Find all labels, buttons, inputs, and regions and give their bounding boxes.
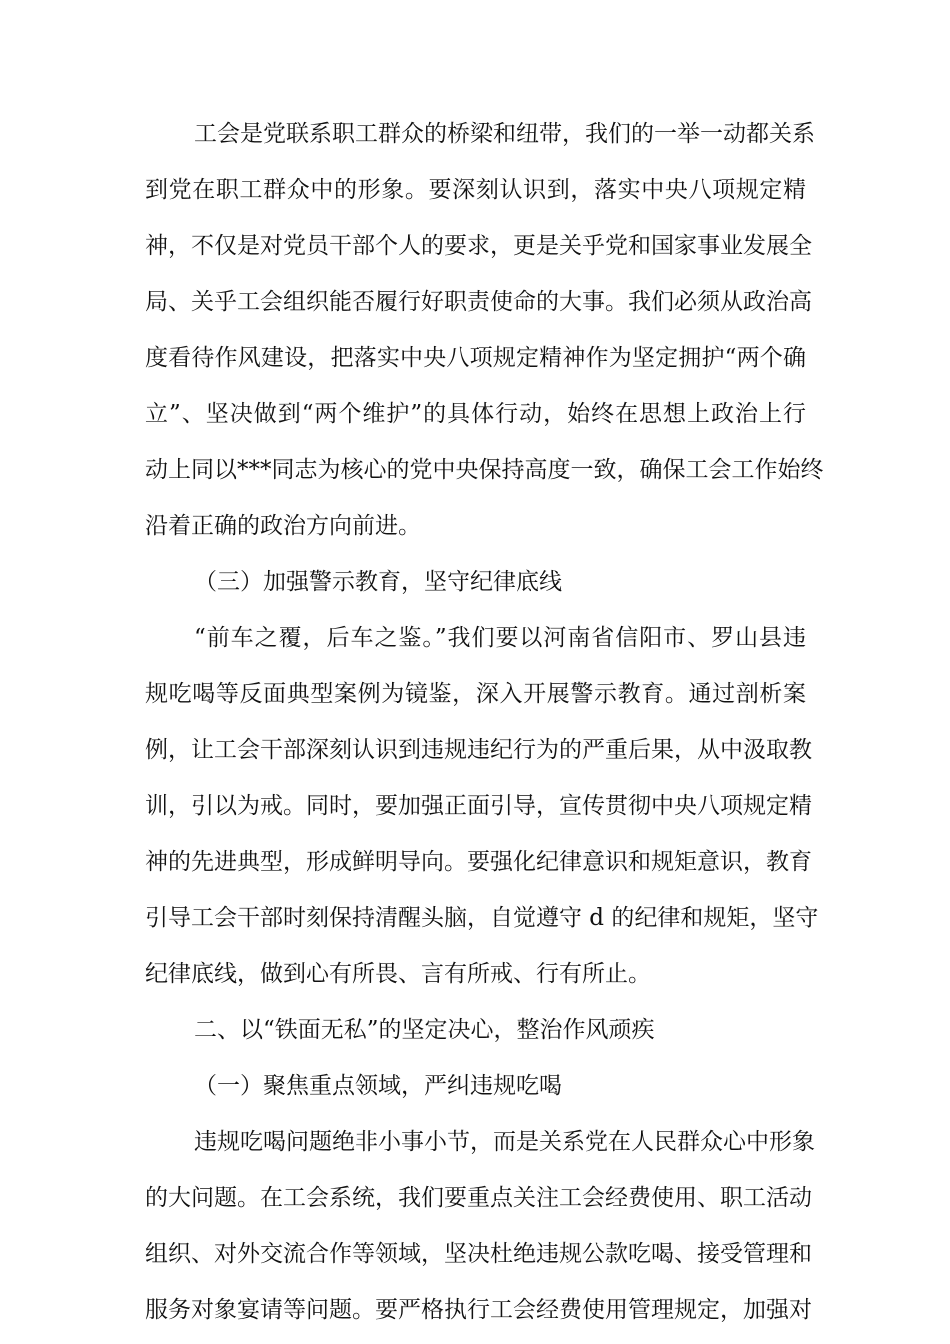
paragraph-line: 违规吃喝问题绝非小事小节，而是关系党在人民群众心中形象 [194, 1129, 815, 1155]
paragraph-line: 度看待作风建设，把落实中央八项规定精神作为坚定拥护“两个确 [145, 345, 806, 371]
paragraph-line: 规吃喝等反面典型案例为镜鉴，深入开展警示教育。通过剖析案 [145, 681, 806, 707]
paragraph-line: 神的先进典型，形成鲜明导向。要强化纪律意识和规矩意识，教育 [145, 849, 812, 875]
paragraph-line: 立”、坚决做到“两个维护”的具体行动，始终在思想上政治上行 [145, 401, 806, 427]
paragraph-line: 神，不仅是对党员干部个人的要求，更是关乎党和国家事业发展全 [145, 233, 812, 259]
paragraph-line: 引导工会干部时刻保持清醒头脑，自觉遵守 d 的纪律和规矩，坚守 [145, 905, 819, 931]
paragraph-line: 训，引以为戒。同时，要加强正面引导，宣传贯彻中央八项规定精 [145, 793, 812, 819]
paragraph-line: 组织、对外交流合作等领域，坚决杜绝违规公款吃喝、接受管理和 [145, 1241, 812, 1267]
paragraph-line: 例，让工会干部深刻认识到违规违纪行为的严重后果，从中汲取教 [145, 737, 812, 763]
paragraph-line: 局、关乎工会组织能否履行好职责使命的大事。我们必须从政治高 [145, 289, 812, 315]
paragraph-line: “前车之覆，后车之鉴。”我们要以河南省信阳市、罗山县违 [194, 625, 806, 651]
subsection-heading: （一）聚焦重点领域，严纠违规吃喝 [194, 1073, 562, 1099]
paragraph-line: 到党在职工群众中的形象。要深刻认识到，落实中央八项规定精 [145, 177, 806, 203]
paragraph-line: 纪律底线，做到心有所畏、言有所戒、行有所止。 [145, 961, 651, 987]
paragraph-line: 的大问题。在工会系统，我们要重点关注工会经费使用、职工活动 [145, 1185, 812, 1211]
paragraph-line: 服务对象宴请等问题。要严格执行工会经费使用管理规定，加强对 [145, 1297, 812, 1323]
paragraph-line: 工会是党联系职工群众的桥梁和纽带，我们的一举一动都关系 [194, 121, 815, 147]
section-heading: （三）加强警示教育，坚守纪律底线 [194, 569, 562, 595]
paragraph-line: 沿着正确的政治方向前进。 [145, 513, 421, 539]
paragraph-line: 动上同以***同志为核心的党中央保持高度一致，确保工会工作始终 [145, 457, 824, 483]
section-heading: 二、以“铁面无私”的坚定决心，整治作风顽疾 [194, 1017, 655, 1043]
